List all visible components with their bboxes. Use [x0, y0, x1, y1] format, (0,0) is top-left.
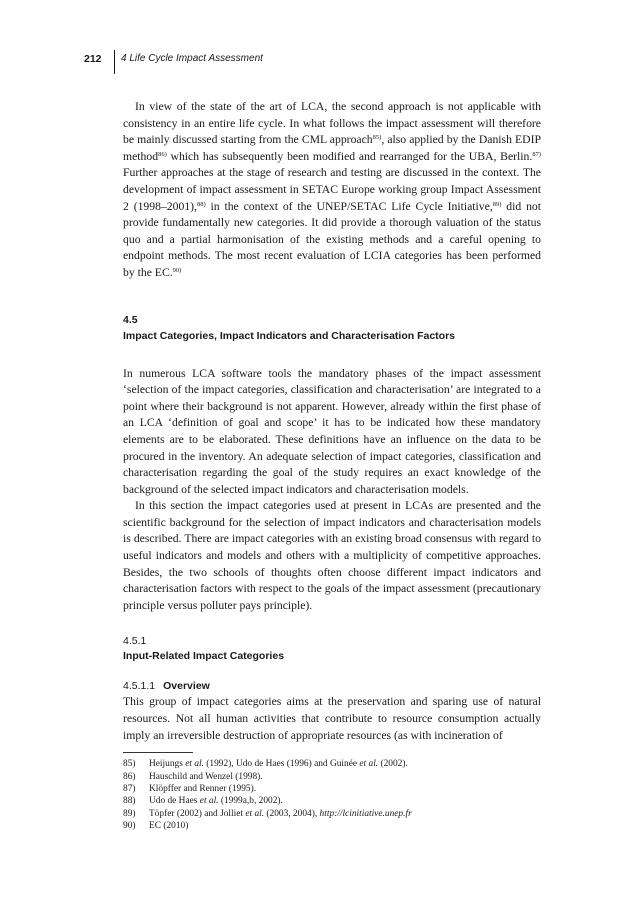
- section-title-4-5: Impact Categories, Impact Indicators and Characterisation Factors: [123, 329, 456, 342]
- footnote-ref-88: 88): [197, 200, 206, 208]
- section-4-5-paragraph-1: In numerous LCA software tools the mandatory phases of the impact assessment ‘selection of the impact categories, classification and characterisation’ are integrated to a point where their background is not apparent. However, already within the first phase of an LCA ‘definition of goal and scope’ it has to be indicated how these mandatory elements are to be elaborated. These definitions have an influence on the data to be procured in the inventory. An adequate selection of impact categories, classification and characterisation regarding the goal of the study requires an exact knowledge of the background of the selected impact indicators and characterisation models.: [123, 366, 541, 496]
- section-title-4-5-1: Input-Related Impact Categories: [123, 650, 285, 663]
- footnote-number: 87): [123, 784, 136, 795]
- footnote-88: [123, 795, 541, 807]
- section-4-5-paragraph-2: In this section the impact categories used at present in LCAs are presented and the scientific background for the selection of impact indicators and characterisation models is described. There are impact categories with an existing broad consensus with regard to useful indicators and models and others with a multiplicity of competitive approaches. Besides, the two schools of thoughts often choose different impact indicators and characterisation factors with respect to the goals of the impact assessment (precautionary principle versus polluter pays principle).: [123, 499, 541, 612]
- intro-text-3: which has subsequently been modified and rearranged for the UBA, Berlin.: [166, 149, 533, 163]
- footnote-number: 85): [123, 759, 136, 770]
- footnote-ref-89: 89): [492, 200, 502, 208]
- footnote-ref-86: 86): [158, 150, 167, 158]
- running-head: 4 Life Cycle Impact Assessment: [121, 53, 263, 64]
- intro-text-1: In view of the state of the art of LCA, the second approach is not applicable with consistency in an entire life cycle. In what follows the impact assessment will therefore be mainly discussed starting from the CML approach: [123, 100, 541, 147]
- section-number-4-5: 4.5: [123, 313, 138, 326]
- intro-paragraph: [123, 99, 541, 282]
- footnote-number: 89): [123, 808, 136, 819]
- footnote-89: [123, 808, 541, 820]
- section-number-4-5-1-1: 4.5.1.1: [123, 680, 156, 693]
- page-body: [123, 99, 541, 833]
- footnote-divider: [123, 752, 193, 753]
- footnotes: [123, 758, 541, 832]
- section-number-4-5-1: 4.5.1: [123, 635, 147, 648]
- footnote-text: Heijungs et al. (1992), Udo de Haes (1996) and Guinée et al. (2002).: [149, 759, 408, 770]
- intro-text-2: , also applied by the Danish EDIP method: [123, 133, 541, 163]
- header-divider: [114, 50, 115, 74]
- footnote-text: Klöpffer and Renner (1995).: [149, 784, 257, 795]
- footnote-text: Hauschild and Wenzel (1998).: [149, 771, 263, 782]
- section-heading-4-5-1-1: [123, 679, 541, 693]
- footnote-87: [123, 783, 541, 795]
- intro-text-6: did not provide fundamentally new categories. It did provide a thorough valuation of the status quo and a partial harmonisation of the existing methods and a careful opening to endpoint methods. The most recent evaluation of LCIA categories has been performed by the EC.: [123, 199, 541, 279]
- page-number: 212: [84, 53, 102, 65]
- footnote-text: EC (2010): [149, 821, 189, 832]
- footnote-number: 86): [123, 771, 136, 782]
- footnote-number: 88): [123, 796, 136, 807]
- page-header: [84, 50, 564, 72]
- footnote-85: [123, 758, 541, 770]
- intro-text-4: Further approaches at the stage of research and testing are discussed in the context. The development of impact assessment in SETAC Europe working group Impact Assessment 2 (1998–2001),: [123, 166, 541, 213]
- section-4-5-1-1-paragraph: This group of impact categories aims at the preservation and sparing use of natural resources. Not all human activities that contribute to resource consumption actually imply an irreversible destruction of appropriate resources (as with incineration of: [123, 695, 541, 742]
- footnote-90: [123, 820, 541, 832]
- footnote-number: 90): [123, 821, 136, 832]
- footnote-ref-87: 87): [532, 150, 541, 158]
- intro-text-5: in the context of the UNEP/SETAC Life Cycle Initiative,: [205, 199, 493, 213]
- footnote-link[interactable]: http://lcinitiative.unep.fr: [319, 808, 412, 819]
- section-title-4-5-1-1: Overview: [163, 680, 210, 693]
- footnote-text: Töpfer (2002) and Jolliet et al. (2003, 2004), http://lcinitiative.unep.fr: [149, 808, 412, 819]
- footnote-ref-85: 85): [372, 134, 382, 142]
- footnote-86: [123, 771, 541, 783]
- footnote-ref-90: 90): [172, 266, 182, 274]
- footnote-text: Udo de Haes et al. (1999a,b, 2002).: [149, 796, 283, 807]
